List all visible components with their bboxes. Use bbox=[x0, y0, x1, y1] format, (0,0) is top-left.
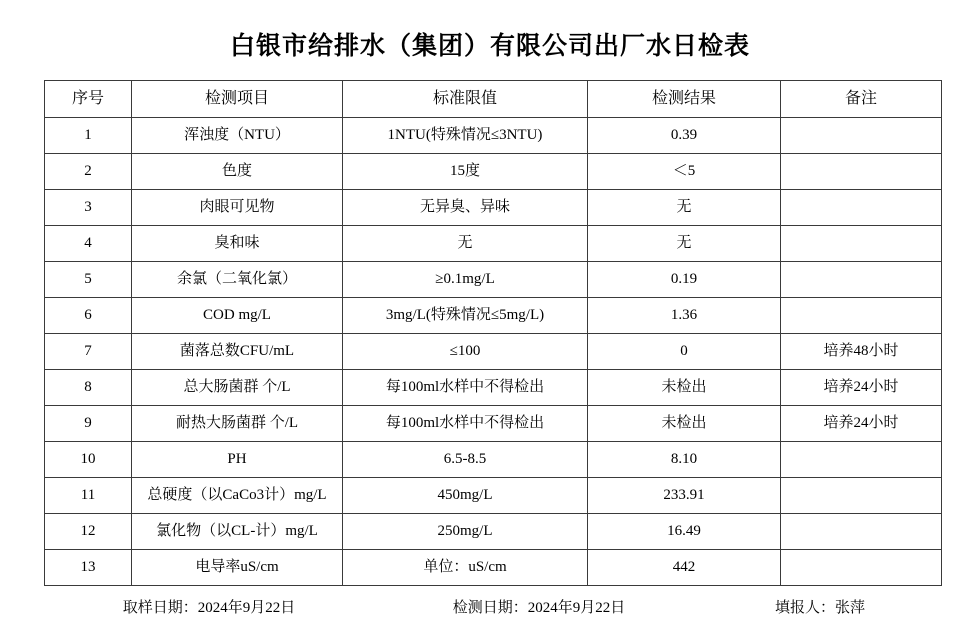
cell-no: 8 bbox=[45, 370, 132, 406]
cell-standard: 3mg/L(特殊情况≤5mg/L) bbox=[343, 298, 588, 334]
table-row bbox=[45, 370, 942, 406]
column-header-remark: 备注 bbox=[781, 81, 942, 118]
report-footer bbox=[44, 586, 936, 626]
cell-result: 8.10 bbox=[588, 442, 781, 478]
cell-standard: 450mg/L bbox=[343, 478, 588, 514]
cell-item: 总硬度（以CaCo3计）mg/L bbox=[132, 478, 343, 514]
cell-item: 肉眼可见物 bbox=[132, 190, 343, 226]
cell-item: PH bbox=[132, 442, 343, 478]
table-row bbox=[45, 514, 942, 550]
cell-remark: 培养24小时 bbox=[781, 370, 942, 406]
water-quality-table bbox=[44, 80, 942, 586]
reporter-name: 填报人：张萍 bbox=[774, 599, 865, 616]
cell-item: 总大肠菌群 个/L bbox=[132, 370, 343, 406]
cell-remark bbox=[781, 298, 942, 334]
cell-no: 4 bbox=[45, 226, 132, 262]
column-header-no: 序号 bbox=[45, 81, 132, 118]
table-row bbox=[45, 442, 942, 478]
cell-standard: 每100ml水样中不得检出 bbox=[343, 370, 588, 406]
table-row bbox=[45, 190, 942, 226]
cell-standard: 无异臭、异味 bbox=[343, 190, 588, 226]
page-title: 白银市给排水（集团）有限公司出厂水日检表 bbox=[229, 33, 750, 60]
table-row bbox=[45, 154, 942, 190]
cell-standard: 15度 bbox=[343, 154, 588, 190]
column-header-item: 检测项目 bbox=[132, 81, 343, 118]
cell-remark bbox=[781, 226, 942, 262]
cell-remark bbox=[781, 478, 942, 514]
cell-no: 9 bbox=[45, 406, 132, 442]
cell-no: 6 bbox=[45, 298, 132, 334]
cell-no: 1 bbox=[45, 118, 132, 154]
cell-remark bbox=[781, 118, 942, 154]
table-row bbox=[45, 550, 942, 586]
cell-result: 未检出 bbox=[588, 406, 781, 442]
cell-standard: ≤100 bbox=[343, 334, 588, 370]
cell-standard: 无 bbox=[343, 226, 588, 262]
sample-date: 取样日期：2024年9月22日 bbox=[122, 599, 296, 616]
cell-no: 7 bbox=[45, 334, 132, 370]
cell-standard: 单位：uS/cm bbox=[343, 550, 588, 586]
cell-item: 浑浊度（NTU） bbox=[132, 118, 343, 154]
table-row bbox=[45, 118, 942, 154]
cell-standard: 每100ml水样中不得检出 bbox=[343, 406, 588, 442]
cell-standard: 1NTU(特殊情况≤3NTU) bbox=[343, 118, 588, 154]
cell-result: 16.49 bbox=[588, 514, 781, 550]
cell-no: 2 bbox=[45, 154, 132, 190]
cell-standard: ≥0.1mg/L bbox=[343, 262, 588, 298]
cell-standard: 250mg/L bbox=[343, 514, 588, 550]
cell-item: 氯化物（以CL-计）mg/L bbox=[132, 514, 343, 550]
table-row bbox=[45, 478, 942, 514]
cell-result: 442 bbox=[588, 550, 781, 586]
cell-item: 菌落总数CFU/mL bbox=[132, 334, 343, 370]
cell-no: 10 bbox=[45, 442, 132, 478]
table-row bbox=[45, 226, 942, 262]
cell-result: 0.19 bbox=[588, 262, 781, 298]
cell-item: 臭和味 bbox=[132, 226, 343, 262]
cell-result: 无 bbox=[588, 226, 781, 262]
cell-result: 0.39 bbox=[588, 118, 781, 154]
table-row bbox=[45, 298, 942, 334]
cell-remark bbox=[781, 190, 942, 226]
table-row bbox=[45, 406, 942, 442]
cell-remark bbox=[781, 154, 942, 190]
cell-result: ＜5 bbox=[588, 154, 781, 190]
cell-remark: 培养24小时 bbox=[781, 406, 942, 442]
cell-remark bbox=[781, 514, 942, 550]
table-header-row bbox=[45, 81, 942, 118]
column-header-standard: 标准限值 bbox=[343, 81, 588, 118]
column-header-result: 检测结果 bbox=[588, 81, 781, 118]
cell-item: 电导率uS/cm bbox=[132, 550, 343, 586]
cell-no: 13 bbox=[45, 550, 132, 586]
cell-standard: 6.5-8.5 bbox=[343, 442, 588, 478]
table-row bbox=[45, 334, 942, 370]
cell-result: 未检出 bbox=[588, 370, 781, 406]
cell-item: COD mg/L bbox=[132, 298, 343, 334]
cell-remark bbox=[781, 442, 942, 478]
cell-no: 12 bbox=[45, 514, 132, 550]
table-row bbox=[45, 262, 942, 298]
cell-remark bbox=[781, 550, 942, 586]
cell-no: 11 bbox=[45, 478, 132, 514]
cell-remark bbox=[781, 262, 942, 298]
cell-item: 耐热大肠菌群 个/L bbox=[132, 406, 343, 442]
cell-result: 0 bbox=[588, 334, 781, 370]
cell-no: 5 bbox=[45, 262, 132, 298]
cell-result: 无 bbox=[588, 190, 781, 226]
cell-item: 色度 bbox=[132, 154, 343, 190]
cell-remark: 培养48小时 bbox=[781, 334, 942, 370]
table-body bbox=[45, 118, 942, 586]
cell-result: 233.91 bbox=[588, 478, 781, 514]
cell-result: 1.36 bbox=[588, 298, 781, 334]
test-date: 检测日期：2024年9月22日 bbox=[452, 599, 626, 616]
table-header bbox=[45, 81, 942, 118]
cell-no: 3 bbox=[45, 190, 132, 226]
cell-item: 余氯（二氧化氯） bbox=[132, 262, 343, 298]
